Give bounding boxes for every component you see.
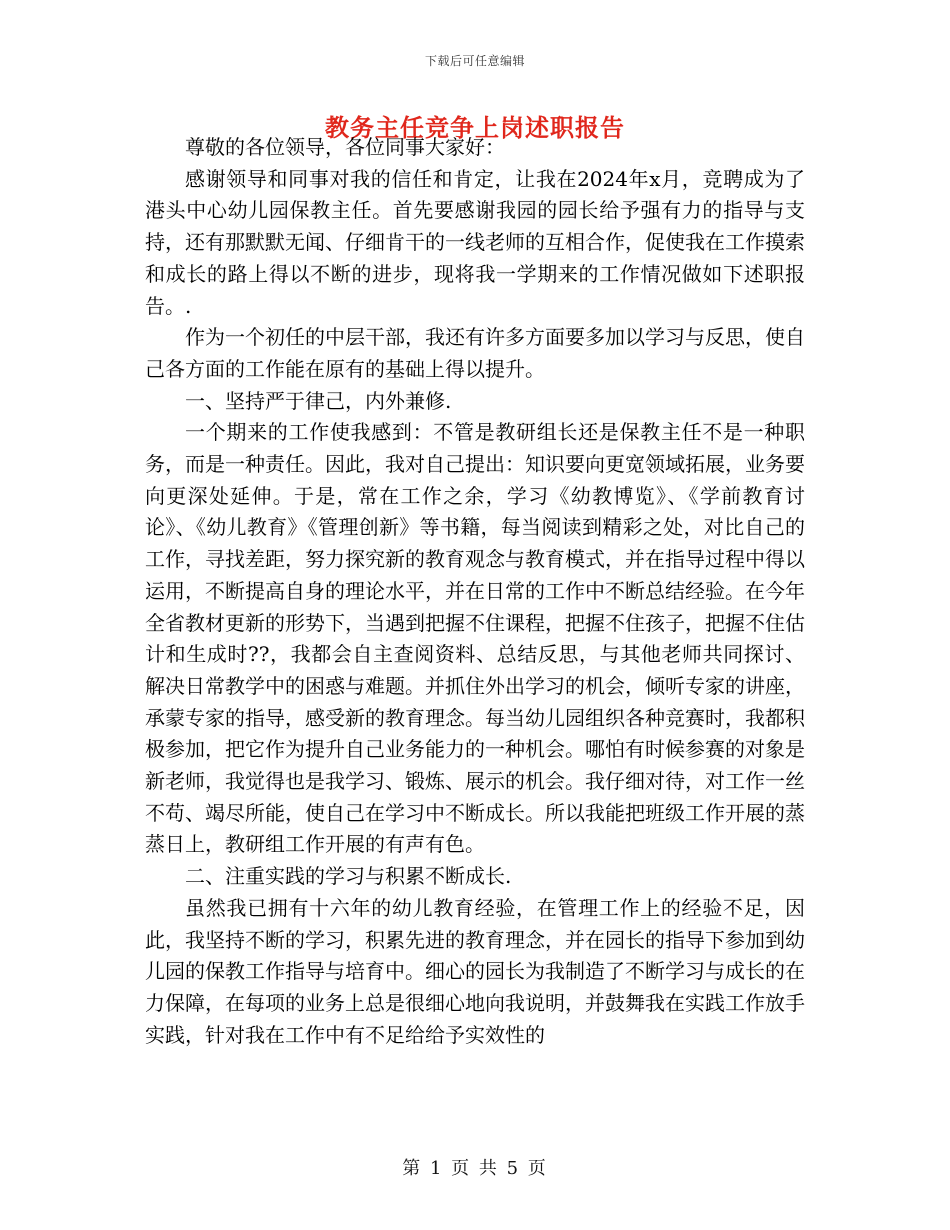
section-heading: 一、坚持严于律己，内外兼修. [185,388,452,413]
document-title: 教务主任竞争上岗述职报告 [325,113,625,142]
header-note: 下载后可任意编辑 [424,54,525,68]
section-heading: 二、注重实践的学习与积累不断成长. [185,864,512,889]
paragraph-greeting: 尊敬的各位领导，各位同事大家好： [185,135,505,159]
paragraph: 感谢领导和同事对我的信任和肯定，让我在2024年x月，竞聘成为了港头中心幼儿园保教主任。首先要感谢我园的园长给予强有力的指导与支持，还有那默默无闻、仔细肯干的一线老师的互相合作，促使我在工作摸索和成长的路上得以不断的进步，现将我一学期来的工作情况做如下述职报告。. [145,166,805,318]
document-body [145,132,805,1051]
paragraph: 作为一个初任的中层干部，我还有许多方面要多加以学习与反思，使自己各方面的工作能在原有的基础上得以提升。 [145,325,805,381]
paragraph: 虽然我已拥有十六年的幼儿教育经验，在管理工作上的经验不足，因此，我坚持不断的学习，积累先进的教育理念，并在园长的指导下参加到幼儿园的保教工作指导与培育中。细心的园长为我制造了不断学习与成长的在力保障，在每项的业务上总是很细心地向我说明，并鼓舞我在实践工作放手实践，针对我在工作中有不足给给予实效性的 [145,895,805,1047]
paragraph: 一个期来的工作使我感到：不管是教研组长还是保教主任不是一种职务，而是一种责任。因此，我对自己提出：知识要向更宽领域拓展，业务要向更深处延伸。于是，常在工作之余，学习《幼教博览》、《学前教育讨论》、《幼儿教育》《管理创新》等书籍，每当阅读到精彩之处，对比自己的工作，寻找差距，努力探究新的教育观念与教育模式，并在指导过程中得以运用，不断提高自身的理论水平，并在日常的工作中不断总结经验。在今年全省教材更新的形势下，当遇到把握不住课程，把握不住孩子，把握不住估计和生成时??，我都会自主查阅资料、总结反思，与其他老师共同探讨、解决日常教学中的困惑与难题。并抓住外出学习的机会，倾听专家的讲座，承蒙专家的指导，感受新的教育理念。每当幼儿园组织各种竞赛时，我都积极参加，把它作为提升自己业务能力的一种机会。哪怕有时候参赛的对象是新老师，我觉得也是我学习、锻炼、展示的机会。我仔细对待，对工作一丝不苟、竭尽所能，使自己在学习中不断成长。所以我能把班级工作开展的蒸蒸日上，教研组工作开展的有声有色。 [145,420,805,857]
page-number-footer: 第 1 页 共 5 页 [402,1158,548,1179]
